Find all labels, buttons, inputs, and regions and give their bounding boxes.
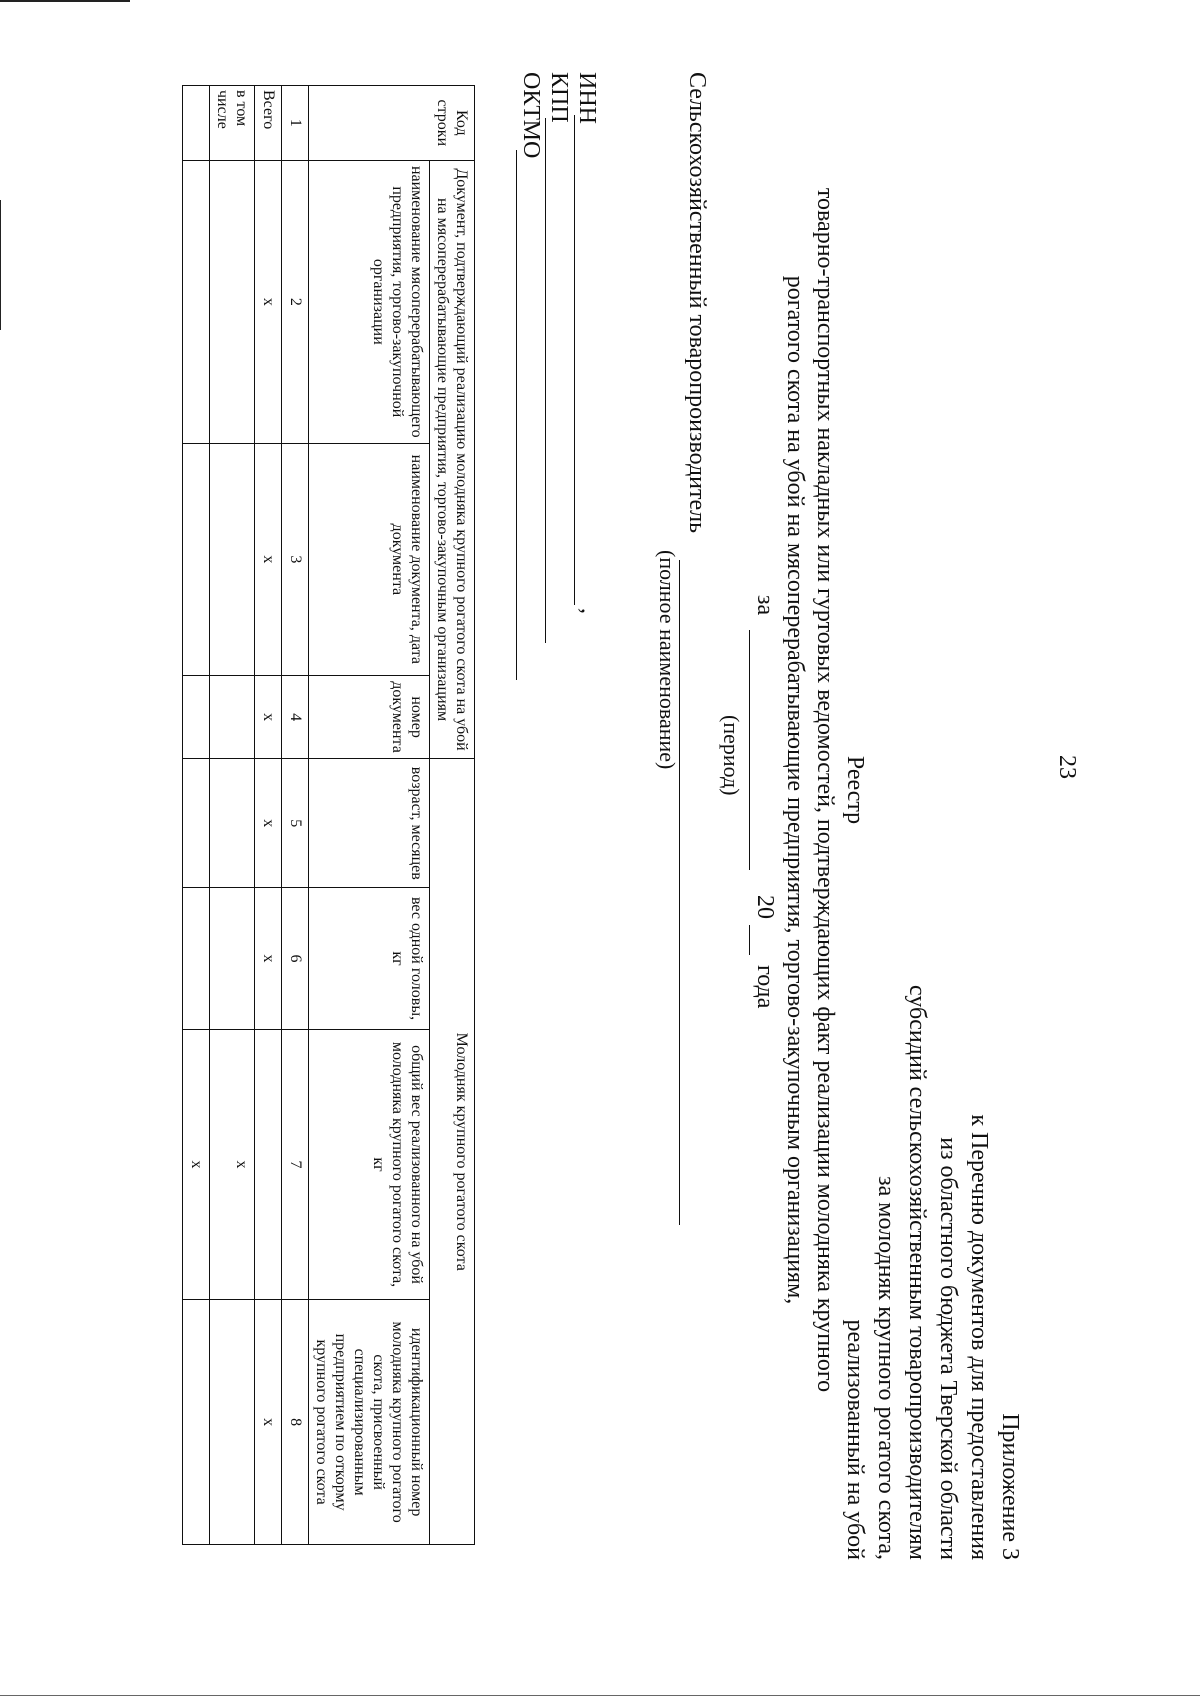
table-row-including: [210, 86, 255, 1545]
table-cell: [210, 759, 255, 888]
col-number: 4: [282, 675, 309, 759]
oktmo-label: ОКТМО: [518, 72, 544, 159]
header-org: наименование мясоперерабатывающего предприятия, торгово-закупочной организации: [309, 160, 430, 443]
header-id-number: идентификационный номер молодняка крупного рогатого скота, присвоенный специализированным предприятием по откорму крупного рогатого скота: [309, 1300, 430, 1545]
inn-label: ИНН: [574, 72, 600, 124]
col-number: 3: [282, 443, 309, 675]
header-doc-name: наименование документа, дата документа: [309, 443, 430, 675]
table-cell: [210, 160, 255, 443]
table-cell: [183, 1300, 210, 1545]
row-label: в том числе: [210, 86, 255, 161]
header-doc-number: номер документа: [309, 675, 430, 759]
kpp-label: КПП: [546, 72, 572, 123]
table-cell: [183, 443, 210, 675]
producer-label: Сельскохозяйственный товаропроизводитель: [684, 72, 710, 534]
annex-line: Приложение 3: [997, 1413, 1023, 1560]
table-cell: х: [255, 888, 282, 1030]
oktmo-field: [516, 150, 517, 680]
period-prefix: за: [752, 595, 778, 616]
period-year-field: [749, 925, 750, 955]
table-cell: [183, 675, 210, 759]
col-number: 5: [282, 759, 309, 888]
period-year-prefix: 20: [752, 895, 778, 919]
table-cell: [210, 675, 255, 759]
annex-line: из областного бюджета Тверской области: [935, 1137, 961, 1560]
header-row-1: [430, 86, 475, 1545]
table-cell: х: [210, 1029, 255, 1299]
page-number: 23: [1054, 755, 1080, 779]
table-cell: [183, 888, 210, 1030]
table-cell: [183, 160, 210, 443]
table-cell: х: [255, 443, 282, 675]
register-line-2: рогатого скота на убой на мясоперерабатывающие предприятия, торгово-закупочным организациям,: [782, 275, 808, 1305]
table-cell: [183, 759, 210, 888]
row-label: Всего: [255, 86, 282, 161]
register-table: [182, 85, 475, 1545]
scan-edge-top: [0, 0, 130, 2]
header-row-2: [309, 86, 430, 1545]
inn-comma: ,: [576, 608, 602, 614]
col-number: 2: [282, 160, 309, 443]
header-age: возраст, месяцев: [309, 759, 430, 888]
col-number: 7: [282, 1029, 309, 1299]
annex-line: к Перечню документов для предоставления: [966, 1114, 992, 1560]
table-cell: х: [183, 1029, 210, 1299]
annex-line: за молодняк крупного рогатого скота,: [873, 1176, 899, 1560]
producer-caption: (полное наименование): [655, 550, 680, 770]
inn-field: [574, 115, 575, 605]
period-suffix: года: [752, 965, 778, 1009]
period-caption: (период): [719, 715, 744, 796]
header-cattle: Молодняк крупного рогатого скота: [430, 759, 475, 1545]
header-weight-head: вес одной головы, кг: [309, 888, 430, 1030]
header-document: Документ, подтверждающий реализацию молодняка крупного рогатого скота на убой на мясоперерабатывающие предприятия, торгово-закупочным организациям: [430, 160, 475, 759]
table-cell: [210, 888, 255, 1030]
period-field: [749, 630, 750, 870]
header-total-weight: общий вес реализованного на убой молодняка крупного рогатого скота, кг: [309, 1029, 430, 1299]
register-heading: Реестр: [842, 755, 868, 825]
table-cell: [255, 1029, 282, 1299]
row-label: [183, 86, 210, 161]
register-line-1: товарно-транспортных накладных или гуртовых ведомостей, подтверждающих факт реализации молодняка крупного: [812, 187, 838, 1393]
table-row-total: [255, 86, 282, 1545]
col-number: 6: [282, 888, 309, 1030]
register-title-block: [780, 70, 870, 1510]
table-cell: х: [255, 1300, 282, 1545]
col-number: 8: [282, 1300, 309, 1545]
annex-line: субсидий сельскохозяйственным товаропроизводителям: [904, 985, 930, 1560]
col-number: 1: [282, 86, 309, 161]
table-row-blank: [183, 86, 210, 1545]
table-cell: х: [255, 160, 282, 443]
annex-line: реализованный на убой: [842, 1319, 868, 1560]
table-cell: х: [255, 759, 282, 888]
scan-edge-bottom: [0, 1695, 1200, 1696]
table-cell: [210, 443, 255, 675]
table-cell: х: [255, 675, 282, 759]
header-code: Код строки: [309, 86, 475, 161]
column-number-row: [282, 86, 309, 1545]
kpp-field: [545, 118, 546, 643]
rotated-page: [0, 30, 1100, 1590]
table-cell: [210, 1300, 255, 1545]
